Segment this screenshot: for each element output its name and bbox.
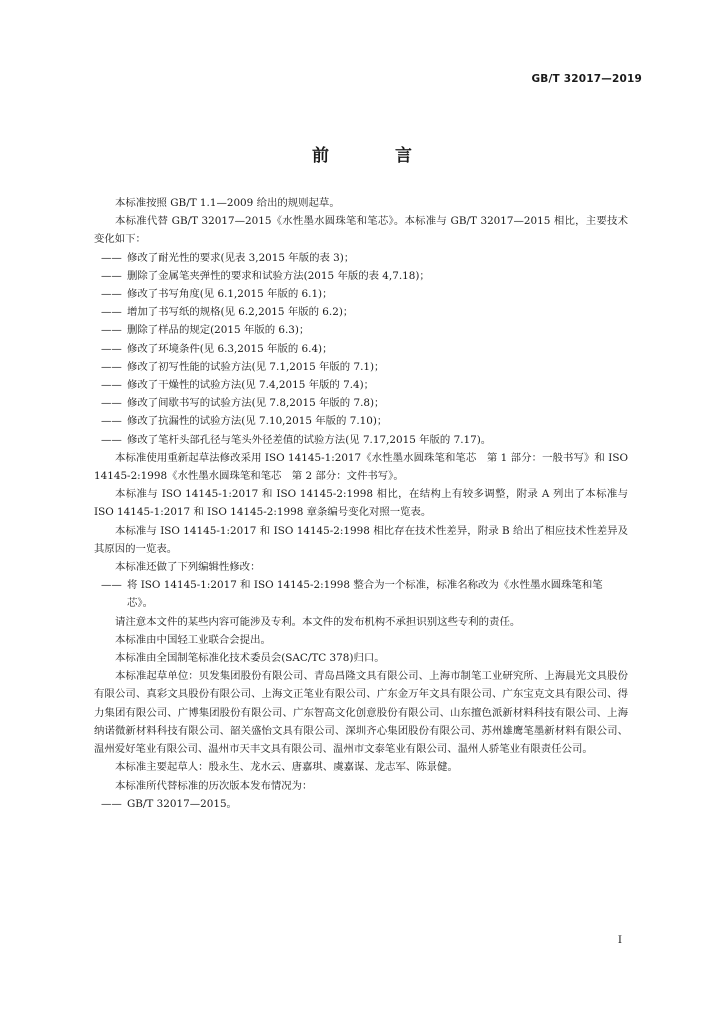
page-number: I [617, 934, 622, 946]
paragraph-proposed-by: 本标准由中国轻工业联合会提出。 [115, 633, 271, 646]
editorial-changes-list [94, 576, 628, 612]
page-title: 前 言 [312, 146, 442, 166]
list-item: —— 修改了间歇书写的试验方法(见 7.8,2015 年版的 7.8)； [101, 397, 385, 410]
technical-changes-list [94, 249, 628, 449]
document-body [94, 194, 628, 813]
list-item: —— 修改了书写角度(见 6.1,2015 年版的 6.1)； [101, 288, 333, 301]
paragraph-structure: 本标准与 ISO 14145-1:2017 和 ISO 14145-2:1998 相比，在结构上有较多调整，附录 A 列出了本标准与 ISO 14145-1:2017 和 ISO 14145-2:1998 章条编号变化对照一览表。 [94, 488, 628, 519]
list-item: —— 修改了笔杆头部孔径与笔头外径差值的试验方法(见 7.17,2015 年版的 7.17)。 [101, 433, 492, 446]
paragraph-patent-notice: 请注意本文件的某些内容可能涉及专利。本文件的发布机构不承担识别这些专利的责任。 [115, 615, 521, 628]
paragraph-drafters: 本标准主要起草人：殷永生、龙水云、唐嘉琪、虞嘉谋、龙志军、陈景健。 [115, 761, 458, 774]
previous-editions-list [94, 795, 628, 813]
list-item: —— 修改了耐光性的要求(见表 3,2015 年版的表 3)； [101, 251, 355, 264]
paragraph-replaces: 本标准代替 GB/T 32017—2015《水性墨水圆珠笔和笔芯》。本标准与 GB/T 32017—2015 相比，主要技术变化如下： [94, 215, 628, 246]
list-item: —— 修改了抗漏性的试验方法(见 7.10,2015 年版的 7.10)； [101, 415, 388, 428]
paragraph-drafting-units: 本标准起草单位：贝发集团股份有限公司、青岛昌隆文具有限公司、上海市制笔工业研究所、上海晨光文具股份有限公司、真彩文具股份有限公司、上海文正笔业有限公司、广东金万年文具有限公司、广东宝克文具有限公司、得力集团有限公司、广博集团股份有限公司、广东智高文化创意股份有限公司、山东擅色派新材料科技有限公司、上海纳诺微新材料科技有限公司、韶关盛怡文具有限公司、深圳齐心集团股份有限公司、苏州雄鹰笔墨新材料有限公司、温州爱好笔业有限公司、温州市天丰文具有限公司、温州市文泰笔业有限公司、温州人骄笔业有限责任公司。 [94, 670, 628, 756]
paragraph-previous-editions: 本标准所代替标准的历次版本发布情况为： [115, 779, 313, 792]
paragraph-iso-adoption: 本标准使用重新起草法修改采用 ISO 14145-1:2017《水性墨水圆珠笔和笔芯 第 1 部分：一般书写》和 ISO 14145-2:1998《水性墨水圆珠笔和笔芯 第 2 部分：文件书写》。 [94, 451, 628, 483]
paragraph-editorial-intro: 本标准还做了下列编辑性修改： [115, 561, 261, 574]
list-item: —— 将 ISO 14145-1:2017 和 ISO 14145-2:1998 整合为一个标准，标准名称改为《水性墨水圆珠笔和笔芯》。 [101, 579, 603, 610]
standard-number: GB/T 32017—2019 [531, 73, 642, 85]
list-item: —— 删除了样品的规定(2015 年版的 6.3)； [101, 324, 310, 337]
list-item: —— GB/T 32017—2015。 [101, 797, 237, 810]
list-item: —— 修改了初写性能的试验方法(见 7.1,2015 年版的 7.1)； [101, 360, 385, 373]
list-item: —— 修改了环境条件(见 6.3,2015 年版的 6.4)； [101, 342, 333, 355]
list-item: —— 增加了书写纸的规格(见 6.2,2015 年版的 6.2)； [101, 306, 354, 319]
paragraph-drafting-rules: 本标准按照 GB/T 1.1—2009 给出的规则起草。 [115, 197, 340, 209]
list-item: —— 修改了干燥性的试验方法(见 7.4,2015 年版的 7.4)； [101, 379, 375, 392]
list-item: —— 删除了金属笔夹弹性的要求和试验方法(2015 年版的表 4,7.18)； [101, 269, 430, 282]
paragraph-technical-differences: 本标准与 ISO 14145-1:2017 和 ISO 14145-2:1998 相比存在技术性差异，附录 B 给出了相应技术性差异及其原因的一览表。 [94, 524, 628, 555]
paragraph-administered-by: 本标准由全国制笔标准化技术委员会(SAC/TC 378)归口。 [115, 652, 385, 665]
